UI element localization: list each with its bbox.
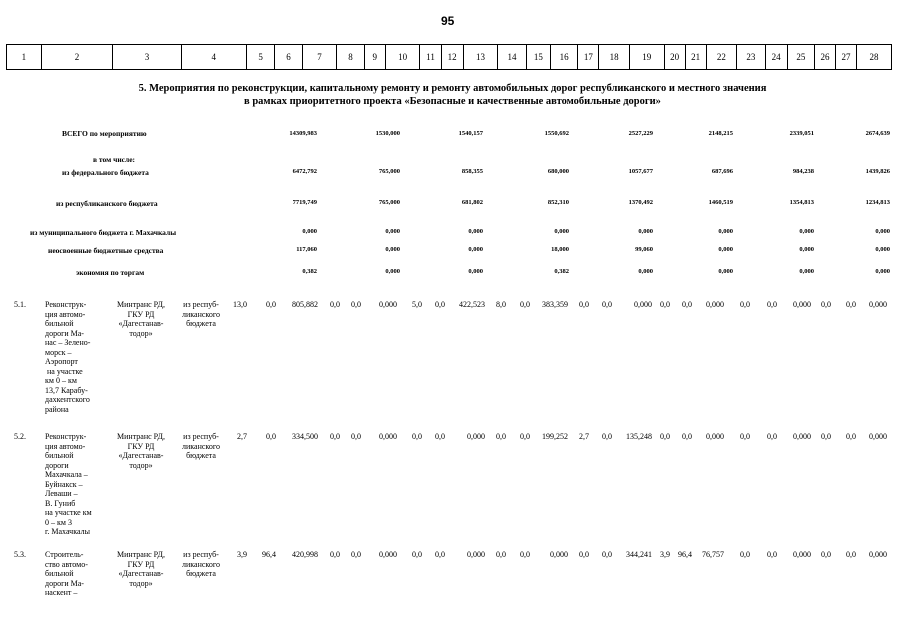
value-cell: 0,0: [740, 550, 750, 559]
summary-federal-value-3: 858,355: [461, 168, 483, 175]
value-cell: 0,0: [740, 432, 750, 441]
value-cell: 0,0: [330, 550, 340, 559]
value-cell: 0,0: [602, 432, 612, 441]
summary-total-value-8: 2674,639: [865, 130, 890, 137]
column-header-14: 14: [498, 45, 526, 70]
summary-municipal-label: из муниципального бюджета г. Махачкалы: [30, 228, 177, 237]
value-cell: 383,359: [542, 300, 568, 309]
column-header-11: 11: [420, 45, 441, 70]
value-cell: 0,0: [602, 550, 612, 559]
summary-municipal-value-3: 0,000: [468, 228, 483, 235]
value-cell: 0,000: [550, 550, 568, 559]
value-cell: 0,000: [793, 300, 811, 309]
summary-savings-value-4: 0,382: [554, 268, 569, 275]
summary-republic-label: из республиканского бюджета: [56, 199, 158, 208]
value-cell: 0,000: [467, 432, 485, 441]
value-cell: 0,0: [435, 550, 445, 559]
summary-savings-label: экономия по торгам: [76, 268, 145, 277]
value-cell: 0,000: [706, 300, 724, 309]
value-cell: 0,0: [767, 550, 777, 559]
value-cell: 199,252: [542, 432, 568, 441]
summary-republic-value-8: 1234,813: [865, 199, 890, 206]
value-cell: 96,4: [678, 550, 692, 559]
value-cell: 76,757: [702, 550, 724, 559]
summary-total-value-6: 2148,215: [708, 130, 733, 137]
value-cell: 0,0: [740, 300, 750, 309]
summary-savings-value-8: 0,000: [875, 268, 890, 275]
value-cell: 0,0: [682, 432, 692, 441]
activity-name: Реконструк- ция автомо- бильной дороги Махачкала – Буйнакск – Леваши – В. Гуниб на участке км 0 – км 3 г. Махачкалы: [45, 432, 92, 536]
value-cell: 0,0: [846, 550, 856, 559]
summary-savings-value-6: 0,000: [718, 268, 733, 275]
column-header-9: 9: [364, 45, 385, 70]
summary-unused-value-8: 0,000: [875, 246, 890, 253]
value-cell: 422,523: [459, 300, 485, 309]
value-cell: 135,248: [626, 432, 652, 441]
value-cell: 0,0: [579, 550, 589, 559]
value-cell: 3,9: [660, 550, 670, 559]
column-header-13: 13: [463, 45, 498, 70]
row-number: 5.3.: [14, 550, 26, 559]
column-header-26: 26: [815, 45, 836, 70]
summary-total-label: ВСЕГО по мероприятию: [62, 129, 147, 138]
value-cell: 420,998: [292, 550, 318, 559]
value-cell: 0,0: [821, 300, 831, 309]
executor: Минтранс РД, ГКУ РД «Дагестанав- тодор»: [117, 432, 165, 470]
activity-name: Реконструк- ция автомо- бильной дороги Ма- нас – Зелено- морск – Аэропорт на участке км 0 – км 13,7 Карабу- дахкентского района: [45, 300, 91, 414]
value-cell: 0,0: [330, 300, 340, 309]
summary-federal-value-7: 984,238: [792, 168, 814, 175]
summary-savings-value-2: 0,000: [385, 268, 400, 275]
activity-name: Строитель- ство автомо- бильной дороги Ма- наскент –: [45, 550, 88, 597]
column-header-10: 10: [385, 45, 420, 70]
value-cell: 0,0: [682, 300, 692, 309]
value-cell: 0,0: [266, 300, 276, 309]
summary-republic-value-7: 1354,813: [789, 199, 814, 206]
value-cell: 0,000: [793, 550, 811, 559]
summary-savings-value-3: 0,000: [468, 268, 483, 275]
summary-total-value-3: 1540,157: [458, 130, 483, 137]
summary-federal-value-6: 687,696: [711, 168, 733, 175]
value-cell: 0,0: [496, 432, 506, 441]
summary-savings-value-1: 0,382: [302, 268, 317, 275]
value-cell: 0,0: [351, 550, 361, 559]
value-cell: 805,882: [292, 300, 318, 309]
summary-total-value-7: 2339,051: [789, 130, 814, 137]
column-header-16: 16: [550, 45, 577, 70]
summary-federal-value-4: 680,000: [547, 168, 569, 175]
summary-municipal-value-4: 0,000: [554, 228, 569, 235]
row-number: 5.1.: [14, 300, 26, 309]
column-header-21: 21: [685, 45, 706, 70]
summary-federal-value-5: 1057,677: [628, 168, 653, 175]
summary-unused-label: неосвоенные бюджетные средства: [48, 246, 164, 255]
executor: Минтранс РД, ГКУ РД «Дагестанав- тодор»: [117, 550, 165, 588]
row-number: 5.2.: [14, 432, 26, 441]
summary-municipal-value-6: 0,000: [718, 228, 733, 235]
summary-including-label: в том числе:: [93, 155, 136, 164]
value-cell: 0,000: [379, 432, 397, 441]
summary-republic-value-3: 681,802: [461, 199, 483, 206]
section-title-line-1: 5. Мероприятия по реконструкции, капитальному ремонту и ремонту автомобильных дорог республиканского и местного значения: [138, 83, 767, 94]
summary-republic-value-5: 1370,492: [628, 199, 653, 206]
summary-municipal-value-2: 0,000: [385, 228, 400, 235]
summary-municipal-value-7: 0,000: [799, 228, 814, 235]
summary-federal-value-2: 765,000: [378, 168, 400, 175]
value-cell: 2,7: [237, 432, 247, 441]
value-cell: 13,0: [233, 300, 247, 309]
summary-total-value-4: 1550,692: [544, 130, 569, 137]
summary-unused-value-2: 0,000: [385, 246, 400, 253]
column-header-20: 20: [664, 45, 685, 70]
column-header-27: 27: [836, 45, 857, 70]
value-cell: 0,0: [767, 300, 777, 309]
column-header-15: 15: [526, 45, 550, 70]
value-cell: 0,000: [869, 550, 887, 559]
value-cell: 0,0: [435, 432, 445, 441]
summary-republic-value-6: 1460,519: [708, 199, 733, 206]
page-number: 95: [441, 14, 455, 28]
value-cell: 0,0: [821, 550, 831, 559]
value-cell: 0,000: [869, 432, 887, 441]
value-cell: 0,0: [579, 300, 589, 309]
column-header-8: 8: [337, 45, 364, 70]
value-cell: 334,500: [292, 432, 318, 441]
value-cell: 0,0: [520, 432, 530, 441]
value-cell: 0,0: [846, 300, 856, 309]
column-header-24: 24: [765, 45, 787, 70]
value-cell: 0,0: [412, 550, 422, 559]
value-cell: 0,0: [846, 432, 856, 441]
value-cell: 0,0: [821, 432, 831, 441]
column-header-22: 22: [706, 45, 737, 70]
summary-total-value-2: 1530,000: [375, 130, 400, 137]
column-header-5: 5: [246, 45, 274, 70]
column-header-6: 6: [275, 45, 302, 70]
summary-federal-value-8: 1439,826: [865, 168, 890, 175]
funding-source: из респуб- ликанского бюджета: [182, 432, 220, 460]
value-cell: 0,0: [660, 300, 670, 309]
summary-unused-value-4: 18,000: [551, 246, 569, 253]
value-cell: 0,000: [706, 432, 724, 441]
value-cell: 0,000: [634, 300, 652, 309]
column-header-17: 17: [578, 45, 599, 70]
value-cell: 0,0: [520, 550, 530, 559]
value-cell: 0,0: [496, 550, 506, 559]
value-cell: 5,0: [412, 300, 422, 309]
summary-federal-label: из федерального бюджета: [62, 168, 149, 177]
value-cell: 3,9: [237, 550, 247, 559]
value-cell: 0,0: [351, 432, 361, 441]
value-cell: 96,4: [262, 550, 276, 559]
summary-unused-value-6: 0,000: [718, 246, 733, 253]
summary-republic-value-1: 7719,749: [292, 199, 317, 206]
column-header-4: 4: [181, 45, 246, 70]
summary-total-value-5: 2527,229: [628, 130, 653, 137]
value-cell: 0,000: [379, 300, 397, 309]
summary-unused-value-1: 117,060: [296, 246, 317, 253]
value-cell: 0,000: [379, 550, 397, 559]
value-cell: 0,0: [660, 432, 670, 441]
value-cell: 0,000: [869, 300, 887, 309]
value-cell: 2,7: [579, 432, 589, 441]
funding-source: из респуб- ликанского бюджета: [182, 300, 220, 328]
summary-total-value-1: 14309,983: [289, 130, 317, 137]
column-number-header: [6, 44, 892, 70]
column-header-25: 25: [787, 45, 814, 70]
value-cell: 0,0: [266, 432, 276, 441]
column-header-23: 23: [737, 45, 765, 70]
summary-unused-value-7: 0,000: [799, 246, 814, 253]
summary-savings-value-5: 0,000: [638, 268, 653, 275]
value-cell: 0,0: [602, 300, 612, 309]
column-header-28: 28: [857, 45, 892, 70]
column-header-2: 2: [41, 45, 113, 70]
section-title-line-2: в рамках приоритетного проекта «Безопасные и качественные автомобильные дороги»: [244, 96, 661, 107]
column-header-7: 7: [302, 45, 337, 70]
funding-source: из респуб- ликанского бюджета: [182, 550, 220, 578]
column-header-19: 19: [629, 45, 664, 70]
value-cell: 0,000: [467, 550, 485, 559]
summary-municipal-value-1: 0,000: [302, 228, 317, 235]
summary-municipal-value-5: 0,000: [638, 228, 653, 235]
value-cell: 0,000: [793, 432, 811, 441]
column-header-12: 12: [441, 45, 463, 70]
value-cell: 0,0: [330, 432, 340, 441]
value-cell: 8,0: [496, 300, 506, 309]
value-cell: 344,241: [626, 550, 652, 559]
value-cell: 0,0: [520, 300, 530, 309]
summary-unused-value-3: 0,000: [468, 246, 483, 253]
value-cell: 0,0: [351, 300, 361, 309]
column-header-18: 18: [599, 45, 630, 70]
summary-municipal-value-8: 0,000: [875, 228, 890, 235]
column-header-1: 1: [7, 45, 42, 70]
value-cell: 0,0: [767, 432, 777, 441]
summary-unused-value-5: 99,060: [635, 246, 653, 253]
column-header-3: 3: [113, 45, 181, 70]
executor: Минтранс РД, ГКУ РД «Дагестанав- тодор»: [117, 300, 165, 338]
value-cell: 0,0: [412, 432, 422, 441]
summary-republic-value-2: 765,000: [378, 199, 400, 206]
summary-republic-value-4: 852,310: [547, 199, 569, 206]
summary-savings-value-7: 0,000: [799, 268, 814, 275]
value-cell: 0,0: [435, 300, 445, 309]
summary-federal-value-1: 6472,792: [292, 168, 317, 175]
